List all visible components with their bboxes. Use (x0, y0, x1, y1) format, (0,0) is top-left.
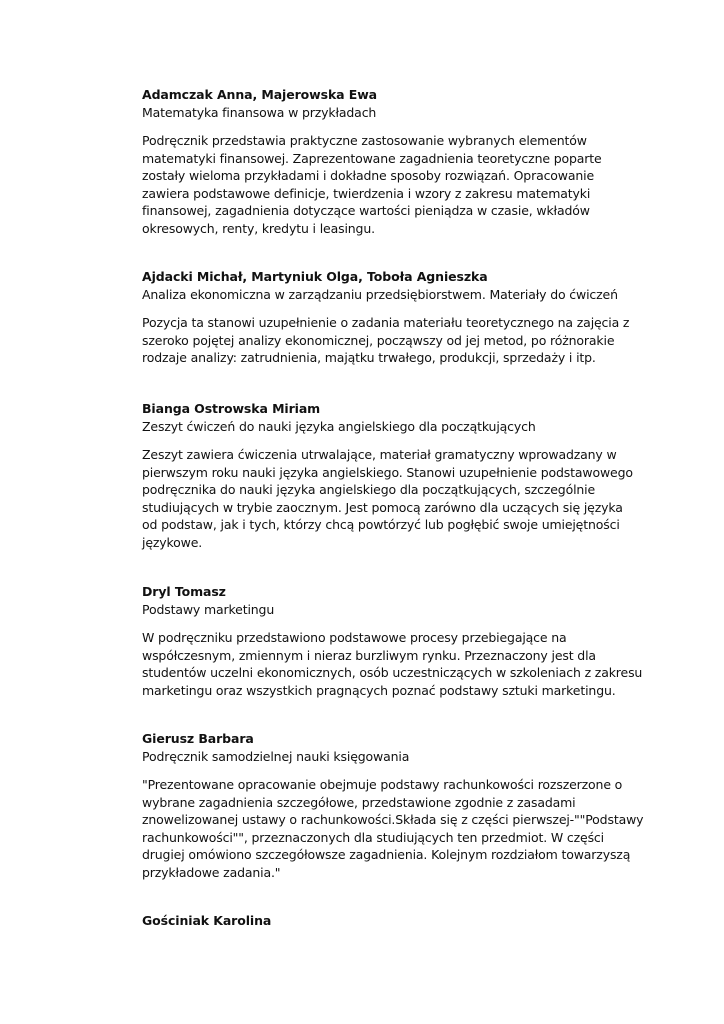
book-title: Matematyka finansowa w przykładach (142, 105, 377, 120)
book-entry (142, 86, 602, 238)
description-line: Podręcznik przedstawia praktyczne zastosowanie wybranych elementów (142, 133, 587, 148)
description-line: szeroko pojętej analizy ekonomicznej, począwszy od jej metod, po różnorakie (142, 332, 615, 348)
book-description (142, 776, 643, 882)
description-line: zostały wieloma przykładami i dokładne sposoby rozwiązań. Opracowanie (142, 168, 595, 184)
book-title: Zeszyt ćwiczeń do nauki języka angielskiego dla początkujących (142, 419, 536, 434)
description-line: rodzaje analizy: zatrudnienia, majątku trwałego, produkcji, sprzedaży i itp. (142, 350, 596, 366)
book-author: Gościniak Karolina (142, 913, 272, 928)
description-line: drugiej omówiono szczegółowsze zagadnienia. Kolejnym rozdziałom towarzyszą (142, 847, 631, 863)
book-author: Gierusz Barbara (142, 731, 254, 746)
description-line: studiujących w trybie zaocznym. Jest pomocą zarówno dla uczących się języka (142, 499, 623, 515)
book-author: Bianga Ostrowska Miriam (142, 401, 321, 416)
description-line: "Prezentowane opracowanie obejmuje podstawy rachunkowości rozszerzone o (142, 777, 623, 792)
description-line: matematyki finansowej. Zaprezentowane zagadnienia teoretyczne poparte (142, 150, 602, 166)
book-title: Podstawy marketingu (142, 602, 275, 617)
description-line: od podstaw, jak i tych, którzy chcą powtórzyć lub pogłębić swoje umiejętności (142, 517, 620, 533)
book-author: Ajdacki Michał, Martyniuk Olga, Toboła Agnieszka (142, 269, 488, 284)
book-description (142, 314, 629, 367)
description-line: przykładowe zadania." (142, 864, 281, 880)
book-title: Analiza ekonomiczna w zarządzaniu przedsiębiorstwem. Materiały do ćwiczeń (142, 287, 618, 302)
book-entry (142, 730, 643, 882)
description-line: językowe. (142, 534, 203, 550)
description-line: marketingu oraz wszystkich pragnących poznać podstawy sztuki marketingu. (142, 682, 616, 698)
description-line: zawiera podstawowe definicje, twierdzenia i wzory z zakresu matematyki (142, 185, 591, 201)
description-line: pierwszym roku nauki języka angielskiego. Stanowi uzupełnienie podstawowego (142, 464, 633, 480)
description-line: studentów uczelni ekonomicznych, osób uczestniczących w szkoleniach z zakresu (142, 665, 643, 681)
description-line: Pozycja ta stanowi uzupełnienie o zadania materiału teoretycznego na zajęcia z (142, 315, 630, 330)
book-entry (142, 268, 629, 367)
description-line: W podręczniku przedstawiono podstawowe procesy przebiegające na (142, 630, 567, 645)
description-line: wybrane zagadnienia szczegółowe, przedstawione zgodnie z zasadami (142, 794, 576, 810)
description-line: finansowej, zagadnienia dotyczące wartości pieniądza w czasie, wkładów (142, 203, 590, 219)
book-entry (142, 400, 633, 552)
book-entry (142, 912, 271, 930)
book-description (142, 629, 642, 699)
description-line: Zeszyt zawiera ćwiczenia utrwalające, materiał gramatyczny wprowadzany w (142, 447, 617, 462)
description-line: znowelizowanej ustawy o rachunkowości.Składa się z części pierwszej-""Podstawy (142, 812, 644, 828)
book-description (142, 132, 602, 238)
book-author: Dryl Tomasz (142, 584, 226, 599)
description-line: okresowych, renty, kredytu i leasingu. (142, 220, 375, 236)
book-title: Podręcznik samodzielnej nauki księgowania (142, 749, 410, 764)
book-description (142, 446, 633, 552)
description-line: podręcznika do nauki języka angielskiego dla początkujących, szczególnie (142, 482, 596, 498)
book-author: Adamczak Anna, Majerowska Ewa (142, 87, 377, 102)
description-line: współczesnym, zmiennym i nieraz burzliwym rynku. Przeznaczony jest dla (142, 647, 596, 663)
description-line: rachunkowości"", przeznaczonych dla studiujących ten przedmiot. W części (142, 829, 604, 845)
book-entry (142, 583, 642, 699)
